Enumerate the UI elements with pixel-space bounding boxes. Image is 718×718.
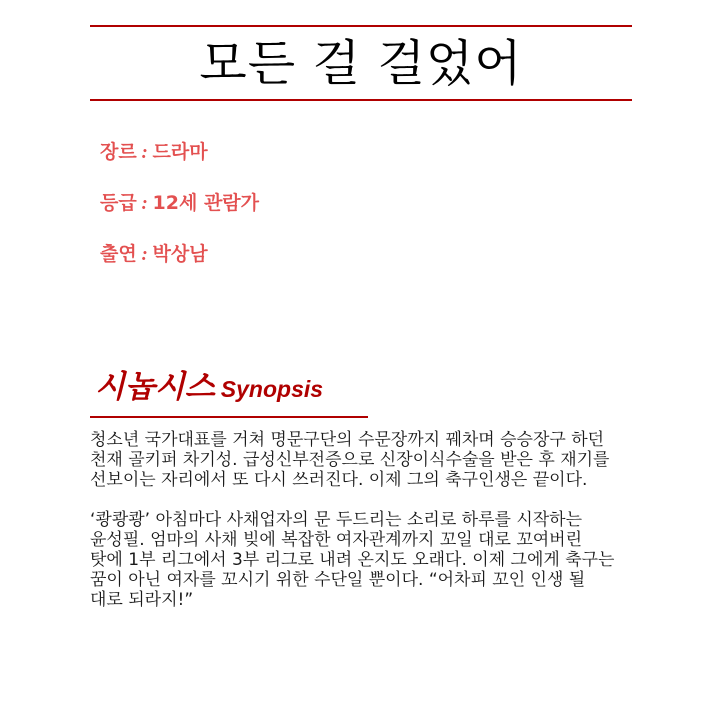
synopsis-line: 대로 되라지!”	[90, 590, 194, 610]
rating-value: 12세 관람가	[152, 192, 260, 214]
synopsis-heading	[95, 361, 323, 406]
synopsis-body	[90, 430, 690, 610]
cast-separator: :	[136, 244, 153, 265]
synopsis-underline	[90, 416, 368, 418]
synopsis-line: 천재 골키퍼 차기성. 급성신부전증으로 신장이식수술을 받은 후 재기를	[90, 450, 610, 470]
genre-separator: :	[136, 142, 153, 163]
info-genre	[100, 137, 208, 164]
cast-value: 박상남	[152, 243, 208, 265]
genre-value: 드라마	[152, 141, 208, 163]
synopsis-line: 선보이는 자리에서 또 다시 쓰러진다. 이제 그의 축구인생은 끝이다.	[90, 470, 588, 490]
synopsis-heading-english: Synopsis	[220, 376, 324, 402]
cast-label: 출연	[100, 243, 137, 265]
synopsis-line: 탓에 1부 리그에서 3부 리그로 내려 온지도 오래다. 이제 그에게 축구는	[90, 550, 615, 570]
paragraph-gap	[90, 490, 690, 510]
title-bottom-rule	[90, 99, 632, 101]
synopsis-line: 꿈이 아닌 여자를 꼬시기 위한 수단일 뿐이다. “어차피 꼬인 인생 될	[90, 570, 586, 590]
info-rating	[100, 188, 259, 215]
genre-label: 장르	[100, 141, 137, 163]
synopsis-line: 청소년 국가대표를 거쳐 명문구단의 수문장까지 꿰차며 승승장구 하던	[90, 430, 605, 450]
rating-label: 등급	[100, 192, 137, 214]
synopsis-heading-korean: 시놉시스	[95, 369, 215, 405]
synopsis-line: 윤성필. 엄마의 사채 빚에 복잡한 여자관계까지 꼬일 대로 꼬여버린	[90, 530, 583, 550]
synopsis-line: ‘쾅쾅쾅’ 아침마다 사채업자의 문 두드리는 소리로 하루를 시작하는	[90, 510, 583, 530]
title-top-rule	[90, 25, 632, 27]
rating-separator: :	[136, 193, 153, 214]
page-title: 모든 걸 걸었어	[199, 35, 523, 92]
info-cast	[100, 239, 208, 266]
